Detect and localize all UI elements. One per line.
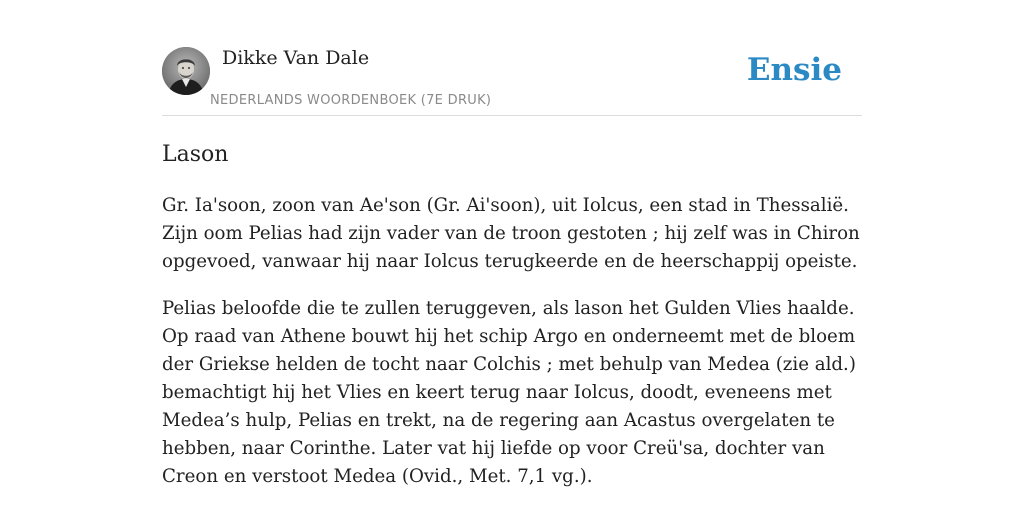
entry-title: Lason [162, 142, 229, 167]
entry-card [162, 0, 862, 512]
dictionary-source[interactable]: NEDERLANDS WOORDENBOEK (7E DRUK) [210, 93, 492, 108]
entry-body [162, 192, 862, 510]
site-logo[interactable]: Ensie [746, 52, 842, 88]
author-portrait-icon [162, 47, 210, 95]
author-name[interactable]: Dikke Van Dale [222, 47, 370, 69]
author-avatar[interactable] [162, 47, 210, 95]
entry-paragraph-1: Gr. Ia'soon, zoon van Ae'son (Gr. Ai'soon), uit Iolcus, een stad in Thessalië. Zijn oom Pelias had zijn vader van de troon gestoten ; hij zelf was in Chiron opgevoed, vanwaar hij naar Iolcus terugkeerde en de heerschappij opeiste. [162, 195, 860, 272]
entry-paragraph-2: Pelias beloofde die te zullen teruggeven, als lason het Gulden Vlies haalde. Op raad van Athene bouwt hij het schip Argo en onderneemt met de bloem der Griekse helden de tocht naar Colchis ; met behulp van Medea (zie ald.) bemachtigt hij het Vlies en keert terug naar Iolcus, doodt, eveneens met Medea’s hulp, Pelias en trekt, na de regering aan Acastus overgelaten te hebben, naar Corinthe. Later vat hij liefde op voor Creü'sa, dochter van Creon en verstoot Medea (Ovid., Met. 7,1 vg.). [162, 298, 856, 487]
entry-header [162, 0, 862, 116]
